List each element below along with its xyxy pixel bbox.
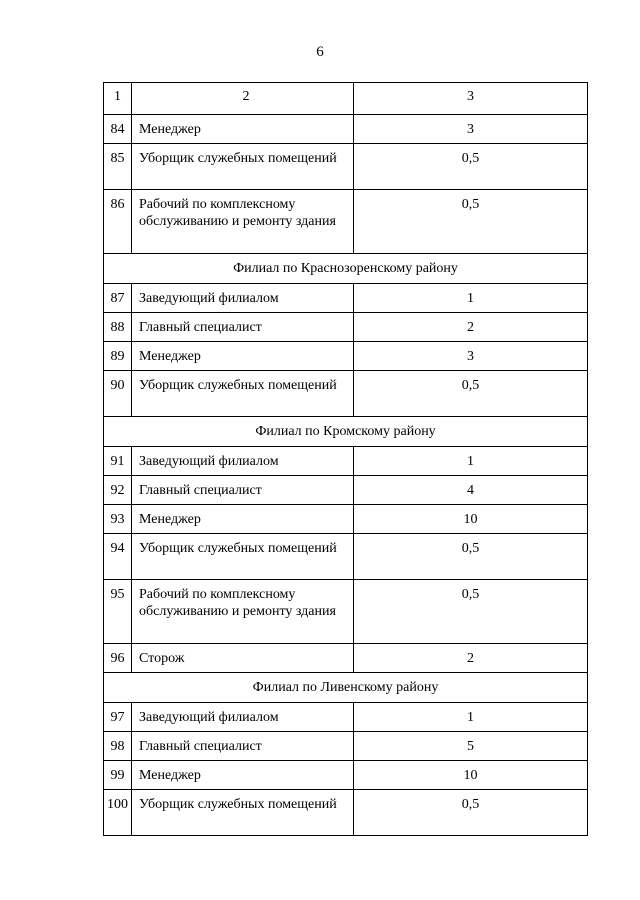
row-number: 92 [104,476,132,505]
staff-quantity: 2 [354,644,588,673]
staff-quantity: 2 [354,313,588,342]
row-number: 96 [104,644,132,673]
row-number: 88 [104,313,132,342]
staff-quantity: 0,5 [354,190,588,254]
position-name: Рабочий по комплексному обслуживанию и ремонту здания [132,190,354,254]
row-number: 94 [104,534,132,580]
table-row [104,505,588,534]
row-number: 99 [104,761,132,790]
staff-quantity: 0,5 [354,790,588,836]
staff-quantity: 10 [354,761,588,790]
staff-quantity: 0,5 [354,371,588,417]
position-name: Сторож [132,644,354,673]
table-body [104,83,588,836]
section-title: Филиал по Кромскому району [104,417,588,447]
position-name: Менеджер [132,505,354,534]
position-name: Заведующий филиалом [132,703,354,732]
position-name: Менеджер [132,342,354,371]
row-number: 98 [104,732,132,761]
position-name: Рабочий по комплексному обслуживанию и ремонту здания [132,580,354,644]
table-row [104,284,588,313]
position-name: Уборщик служебных помещений [132,144,354,190]
position-name: Уборщик служебных помещений [132,790,354,836]
position-name: Менеджер [132,115,354,144]
table-row [104,190,588,254]
staff-quantity: 3 [354,115,588,144]
table-row [104,115,588,144]
column-header-3: 3 [354,83,588,115]
table-row [104,313,588,342]
row-number: 93 [104,505,132,534]
staff-quantity: 0,5 [354,144,588,190]
position-name: Главный специалист [132,732,354,761]
table-row [104,761,588,790]
row-number: 97 [104,703,132,732]
position-name: Заведующий филиалом [132,284,354,313]
staff-quantity: 1 [354,447,588,476]
staff-quantity: 4 [354,476,588,505]
section-title: Филиал по Ливенскому району [104,673,588,703]
section-header-row [104,673,588,703]
position-name: Уборщик служебных помещений [132,371,354,417]
table-row [104,644,588,673]
row-number: 87 [104,284,132,313]
row-number: 89 [104,342,132,371]
table-row [104,342,588,371]
section-header-row [104,254,588,284]
position-name: Менеджер [132,761,354,790]
position-name: Главный специалист [132,476,354,505]
column-header-1: 1 [104,83,132,115]
staff-quantity: 3 [354,342,588,371]
staff-quantity: 1 [354,703,588,732]
row-number: 91 [104,447,132,476]
table-row [104,534,588,580]
table-row [104,476,588,505]
table-row [104,144,588,190]
table-row [104,732,588,761]
table-row [104,790,588,836]
table-row [104,371,588,417]
staff-quantity: 0,5 [354,534,588,580]
row-number: 84 [104,115,132,144]
row-number: 100 [104,790,132,836]
row-number: 95 [104,580,132,644]
staff-quantity: 1 [354,284,588,313]
position-name: Заведующий филиалом [132,447,354,476]
column-header-2: 2 [132,83,354,115]
table-row [104,703,588,732]
position-name: Главный специалист [132,313,354,342]
section-title: Филиал по Краснозоренскому району [104,254,588,284]
table-row [104,447,588,476]
table-row [104,580,588,644]
staff-quantity: 5 [354,732,588,761]
staff-table [103,82,588,836]
page-number: 6 [316,44,324,60]
row-number: 90 [104,371,132,417]
row-number: 86 [104,190,132,254]
staff-quantity: 0,5 [354,580,588,644]
row-number: 85 [104,144,132,190]
section-header-row [104,417,588,447]
position-name: Уборщик служебных помещений [132,534,354,580]
table-header-row [104,83,588,115]
staff-quantity: 10 [354,505,588,534]
